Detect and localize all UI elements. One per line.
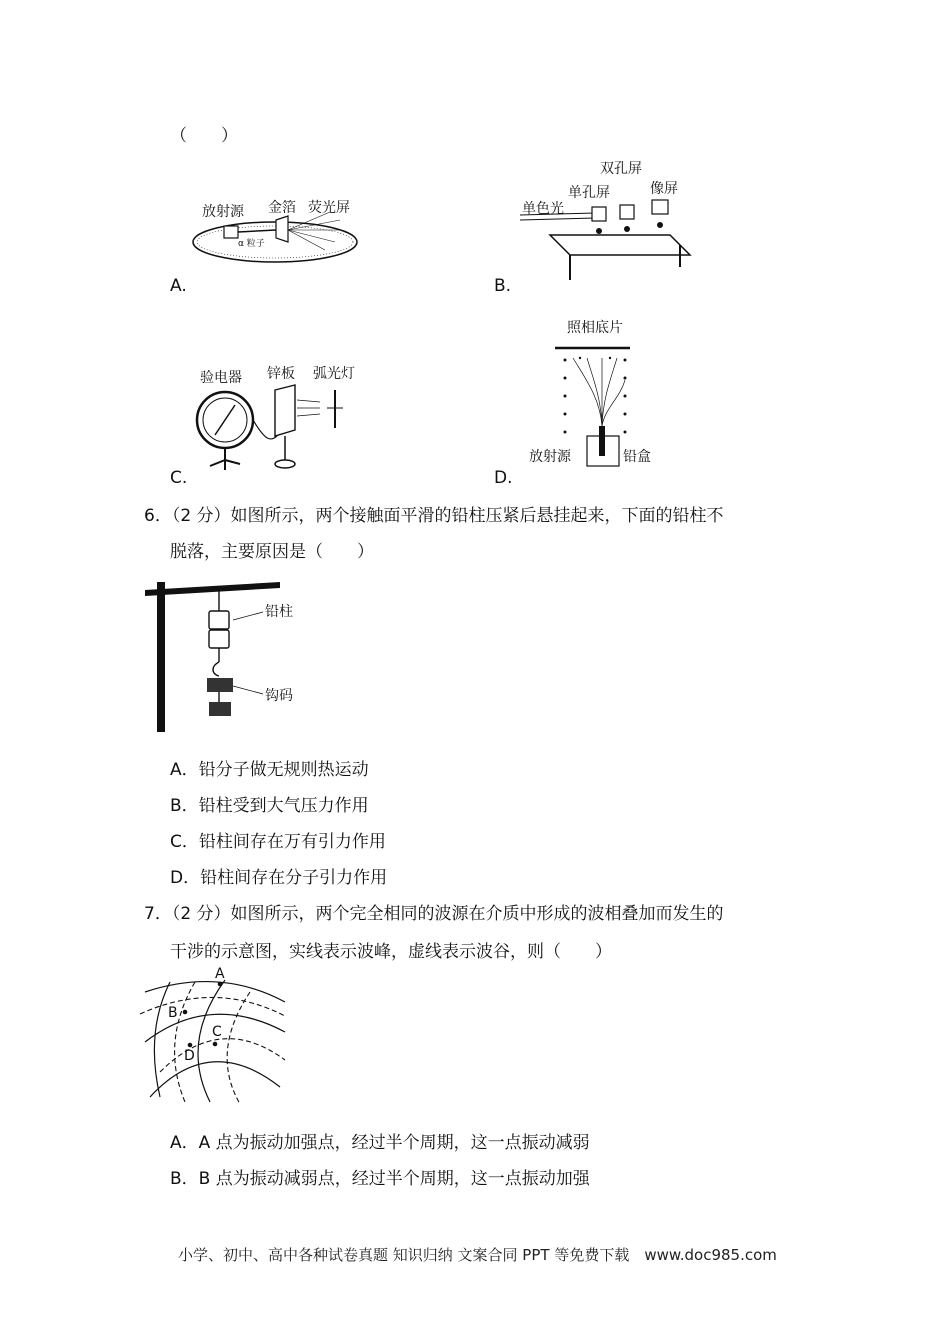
figure-photoelectric xyxy=(195,360,370,475)
option-a-letter: A. xyxy=(170,276,187,296)
label-point-c: C xyxy=(212,1024,222,1040)
q7-stem-line2: 干涉的示意图，实线表示波峰，虚线表示波谷，则（ ） xyxy=(170,942,612,962)
label-point-d: D xyxy=(184,1048,195,1064)
label-foil: 金箔 xyxy=(268,200,296,216)
label-single-screen: 单孔屏 xyxy=(568,185,610,201)
label-radiation-source: 放射源 xyxy=(529,449,571,465)
label-screen: 荧光屏 xyxy=(308,200,350,216)
label-alpha: α 粒子 xyxy=(238,239,265,249)
label-mono-light: 单色光 xyxy=(522,201,564,217)
q6-option-d: D．铅柱间存在分子引力作用 xyxy=(170,868,388,888)
label-arc-lamp: 弧光灯 xyxy=(313,366,355,382)
q7-option-a: A．A 点为振动加强点，经过半个周期，这一点振动减弱 xyxy=(170,1133,590,1153)
label-zinc-plate: 锌板 xyxy=(267,366,295,382)
q6-option-a: A．铅分子做无规则热运动 xyxy=(170,760,369,780)
q6-stem-line2: 脱落，主要原因是（ ） xyxy=(170,542,374,562)
option-b-letter: B. xyxy=(494,276,512,296)
q6-option-c: C．铅柱间存在万有引力作用 xyxy=(170,832,386,852)
label-lead-box: 铅盒 xyxy=(623,449,651,465)
label-point-b: B xyxy=(168,1005,178,1021)
figure-double-slit xyxy=(520,155,695,280)
option-c-letter: C. xyxy=(170,468,188,488)
q6-option-b: B．铅柱受到大气压力作用 xyxy=(170,796,369,816)
figure-alpha-scattering xyxy=(190,190,380,275)
label-photo-film: 照相底片 xyxy=(567,320,623,336)
page-footer: 小学、初中、高中各种试卷真题 知识归纳 文案合同 PPT 等免费下载 www.doc985.com xyxy=(178,1246,777,1264)
q7-stem-line1: 7．（2 分）如图所示，两个完全相同的波源在介质中形成的波相叠加而发生的 xyxy=(144,904,724,924)
figure-wave-interference xyxy=(140,966,290,1107)
figure-radiation-field xyxy=(525,318,660,468)
option-d-letter: D. xyxy=(494,468,513,488)
label-lead-cylinder: 铅柱 xyxy=(265,604,293,620)
label-image-screen: 像屏 xyxy=(650,181,678,197)
q7-option-b: B．B 点为振动减弱点，经过半个周期，这一点振动加强 xyxy=(170,1169,590,1189)
label-hook-weight: 钩码 xyxy=(265,688,293,704)
label-source: 放射源 xyxy=(202,204,244,220)
label-electroscope: 验电器 xyxy=(200,370,242,386)
label-double-screen: 双孔屏 xyxy=(600,161,642,177)
q6-stem-line1: 6．（2 分）如图所示，两个接触面平滑的铅柱压紧后悬挂起来，下面的铅柱不 xyxy=(144,506,724,526)
q5-stem-tail: （ ） xyxy=(170,126,238,146)
label-point-a: A xyxy=(215,966,225,982)
figure-lead-cylinders xyxy=(145,578,315,738)
